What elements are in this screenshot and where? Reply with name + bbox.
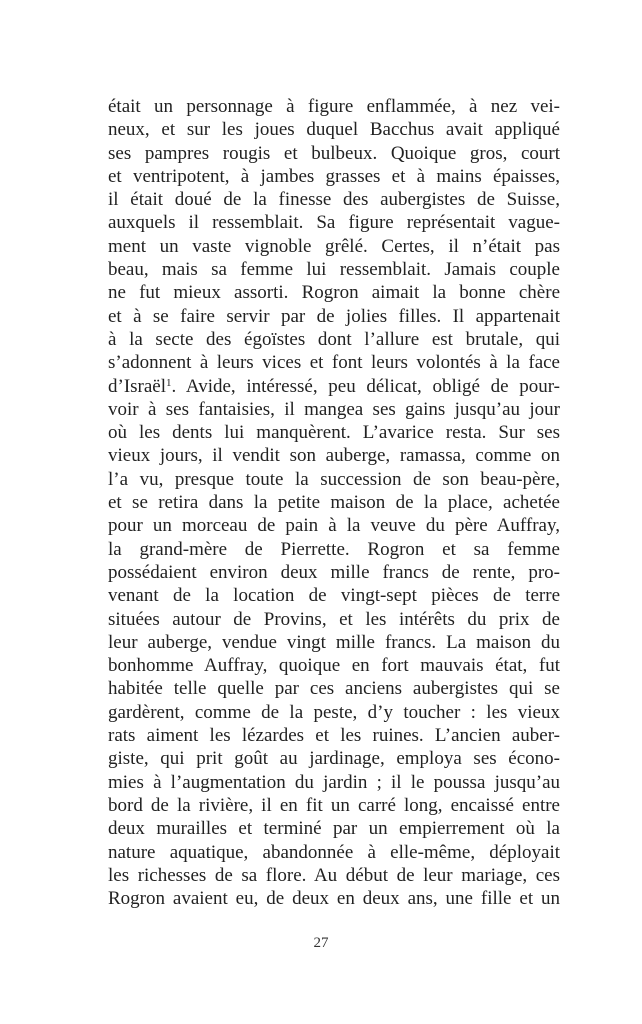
- text-fragment: .: [171, 375, 177, 397]
- text-line: bord de la rivière, il en fit un carré long, encaissé entre: [108, 794, 560, 816]
- text-line: nature aquatique, abandonnée à elle-même, déployait: [108, 841, 560, 863]
- text-line: auxquels il ressemblait. Sa figure représentait vague-: [108, 212, 560, 234]
- text-line: deux murailles et terminé par un empierrement où la: [108, 818, 560, 840]
- text-line: beau, mais sa femme lui ressemblait. Jamais couple: [108, 259, 560, 281]
- text-line: rats aiment les lézardes et les ruines. L’ancien auber-: [108, 725, 560, 747]
- text-line: pour un morceau de pain à la veuve du père Auffray,: [108, 515, 560, 537]
- text-line: venant de la location de vingt-sept pièces de terre: [108, 585, 560, 607]
- text-line: l’a vu, presque toute la succession de son beau-père,: [108, 468, 560, 490]
- text-line: situées autour de Provins, et les intérêts du prix de: [108, 608, 560, 630]
- body-text: [108, 95, 560, 910]
- footnote-marker[interactable]: 1: [166, 376, 172, 389]
- text-line: ment un vaste vignoble grêlé. Certes, il n’était pas: [108, 235, 560, 257]
- text-line: et à se faire servir par de jolies filles. Il appartenait: [108, 305, 560, 327]
- text-fragment: Avide, intéressé, peu délicat, obligé de pour-: [176, 375, 560, 397]
- text-line: vieux jours, il vendit son auberge, ramassa, comme on: [108, 445, 560, 467]
- text-line: Rogron avaient eu, de deux en deux ans, une fille et un: [108, 888, 560, 910]
- text-line: giste, qui prit goût au jardinage, employa ses écono-: [108, 748, 560, 770]
- text-line: ses pampres rougis et bulbeux. Quoique gros, court: [108, 142, 560, 164]
- text-line: où les dents lui manquèrent. L’avarice resta. Sur ses: [108, 422, 560, 444]
- text-line: et ventripotent, à jambes grasses et à mains épaisses,: [108, 165, 560, 187]
- page-number: 27: [313, 935, 329, 951]
- text-line: possédaient environ deux mille francs de rente, pro-: [108, 561, 560, 583]
- text-line: bonhomme Auffray, quoique en fort mauvais état, fut: [108, 655, 560, 677]
- text-line: et se retira dans la petite maison de la place, achetée: [108, 492, 560, 514]
- text-line: habitée telle quelle par ces anciens aubergistes qui se: [108, 678, 560, 700]
- text-line: les richesses de sa flore. Au début de leur mariage, ces: [108, 864, 560, 886]
- text-line: mies à l’augmentation du jardin ; il le poussa jusqu’au: [108, 771, 560, 793]
- text-line: s’adonnent à leurs vices et font leurs volontés à la face: [108, 352, 560, 374]
- text-line: la grand-mère de Pierrette. Rogron et sa femme: [108, 538, 560, 560]
- text-line: à la secte des égoïstes dont l’allure est brutale, qui: [108, 328, 560, 350]
- text-line: ne fut mieux assorti. Rogron aimait la bonne chère: [108, 282, 560, 304]
- text-line: voir à ses fantaisies, il mangea ses gains jusqu’au jour: [108, 398, 560, 420]
- text-line: il était doué de la finesse des aubergistes de Suisse,: [108, 189, 560, 211]
- text-fragment: d’Israël: [108, 375, 167, 397]
- text-line: était un personnage à figure enflammée, à nez vei-: [108, 96, 560, 117]
- text-line: gardèrent, comme de la peste, d’y toucher : les vieux: [108, 701, 560, 723]
- text-line: neux, et sur les joues duquel Bacchus avait appliqué: [108, 119, 560, 141]
- text-line: leur auberge, vendue vingt mille francs. La maison du: [108, 631, 560, 653]
- text-line-with-footnote: [108, 375, 560, 398]
